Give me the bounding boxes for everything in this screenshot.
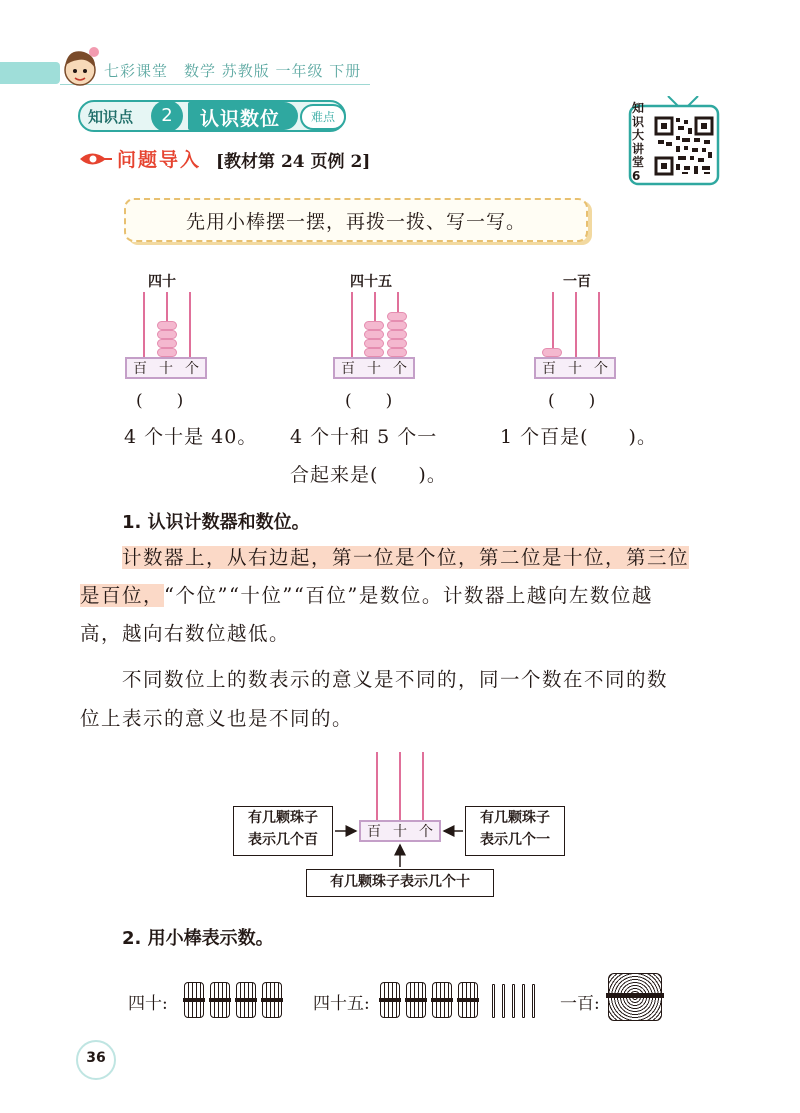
- section-title: 问题导入: [117, 149, 202, 171]
- answer-blank[interactable]: ( ): [345, 391, 393, 411]
- mascot-icon: [58, 42, 102, 92]
- place-label-tens: 十: [393, 824, 407, 840]
- knowledge-point-topic: 认识数位: [200, 108, 281, 130]
- place-label-ones: 个: [185, 361, 199, 377]
- answer-blank[interactable]: ( ): [548, 391, 596, 411]
- diagram-rod: [399, 752, 401, 822]
- diagram-rod: [376, 752, 378, 822]
- answer-blank[interactable]: ( ): [136, 391, 184, 411]
- place-label-tens: 十: [568, 361, 582, 377]
- abacus-caption-forty: 4 个十是 40。: [124, 426, 258, 448]
- place-label-hundreds: 百: [542, 361, 556, 377]
- part1-para2-line2: 位上表示的意义也是不同的。: [80, 707, 354, 730]
- abacus-bead: [157, 348, 177, 357]
- qr-panel-label: 知识大讲堂6: [632, 101, 645, 183]
- highlight-text: 是百位，: [80, 584, 165, 607]
- body-text: “个位”“十位”“百位”是数位。计数器上越向左数位越: [164, 584, 653, 607]
- section-reference: [教材第 24 页例 2]: [216, 152, 371, 172]
- diagram-box-line: 表示几个百: [248, 832, 318, 848]
- header-rule: [60, 84, 370, 85]
- abacus-bead: [157, 339, 177, 348]
- place-label-ones: 个: [393, 361, 407, 377]
- part1-para1-line3: 高，越向右数位越低。: [80, 622, 291, 645]
- prompt-text: 先用小棒摆一摆，再拨一拨、写一写。: [185, 211, 526, 233]
- page-number: 36: [86, 1050, 106, 1066]
- ten-stick-bundle: [380, 982, 400, 1018]
- abacus-bead: [387, 330, 407, 339]
- abacus-bead: [387, 339, 407, 348]
- single-stick: [532, 984, 535, 1018]
- abacus-bead: [387, 348, 407, 357]
- part1-para1-line1: [122, 542, 689, 570]
- abacus-rod: [598, 292, 600, 358]
- abacus-bead: [542, 348, 562, 357]
- ten-stick-bundle: [210, 982, 230, 1018]
- place-label-hundreds: 百: [341, 361, 355, 377]
- abacus-bead: [364, 339, 384, 348]
- diagram-box-ones: [465, 806, 565, 856]
- abacus-base: [125, 357, 207, 379]
- diagram-abacus-base: [359, 820, 441, 842]
- qr-panel[interactable]: [624, 96, 724, 188]
- ten-stick-bundle: [184, 982, 204, 1018]
- place-label-ones: 个: [594, 361, 608, 377]
- single-stick: [492, 984, 495, 1018]
- single-stick: [502, 984, 505, 1018]
- qr-code-icon[interactable]: [654, 116, 714, 176]
- fortyfive-label: 四十五:: [313, 994, 370, 1014]
- ten-stick-bundle: [432, 982, 452, 1018]
- part2-heading: 2. 用小棒表示数。: [122, 928, 274, 949]
- diagram-box-line: 有几颗珠子: [480, 810, 550, 826]
- abacus-rod: [189, 292, 191, 358]
- knowledge-point-number: 2: [151, 100, 183, 132]
- abacus-bead: [364, 330, 384, 339]
- diagram-rod: [422, 752, 424, 822]
- part1-heading: 1. 认识计数器和数位。: [122, 512, 310, 533]
- abacus-bead: [157, 330, 177, 339]
- abacus-rod: [143, 292, 145, 358]
- ten-stick-bundle: [406, 982, 426, 1018]
- place-label-hundreds: 百: [367, 824, 381, 840]
- forty-label: 四十:: [128, 994, 168, 1014]
- header-band: [0, 62, 60, 84]
- difficulty-badge: 难点: [300, 104, 346, 130]
- place-label-tens: 十: [159, 361, 173, 377]
- highlight-text: 计数器上，从右边起，第一位是个位，第二位是十位，第三位: [122, 546, 690, 569]
- abacus-rod: [351, 292, 353, 358]
- section-eye-icon: [78, 150, 114, 168]
- abacus-rod: [575, 292, 577, 358]
- ten-stick-bundle: [262, 982, 282, 1018]
- ten-stick-bundle: [458, 982, 478, 1018]
- diagram-box-tens: 有几颗珠子表示几个十: [306, 869, 494, 897]
- diagram-box-line: 表示几个一: [480, 832, 550, 848]
- abacus-caption-fortyfive: 4 个十和 5 个一: [290, 426, 438, 448]
- abacus-bead: [364, 348, 384, 357]
- place-label-ones: 个: [419, 824, 433, 840]
- abacus-bead: [157, 321, 177, 330]
- hundred-label: 一百:: [560, 994, 600, 1014]
- abacus-caption-hundred: 1 个百是( )。: [500, 426, 657, 448]
- abacus-label-hundred: 一百: [563, 274, 591, 290]
- ten-stick-bundle: [236, 982, 256, 1018]
- single-stick: [522, 984, 525, 1018]
- abacus-bead: [387, 321, 407, 330]
- abacus-bead: [387, 312, 407, 321]
- abacus-base: [534, 357, 616, 379]
- diagram-box-hundreds: [233, 806, 333, 856]
- abacus-label-fortyfive: 四十五: [350, 274, 392, 290]
- part1-para1-line2: [80, 580, 653, 608]
- diagram-box-line: 有几颗珠子: [248, 810, 318, 826]
- part1-para2-line1: 不同数位上的数表示的意义是不同的，同一个数在不同的数: [122, 668, 669, 691]
- header-title: 七彩课堂 数学 苏教版 一年级 下册: [104, 62, 362, 80]
- single-stick: [512, 984, 515, 1018]
- abacus-base: [333, 357, 415, 379]
- abacus-label-forty: 四十: [148, 274, 176, 290]
- abacus-caption-fortyfive-2: 合起来是( )。: [290, 464, 447, 486]
- place-label-hundreds: 百: [133, 361, 147, 377]
- knowledge-point-label: 知识点: [88, 108, 134, 126]
- bundle-tie: [606, 993, 664, 998]
- place-label-tens: 十: [367, 361, 381, 377]
- abacus-bead: [364, 321, 384, 330]
